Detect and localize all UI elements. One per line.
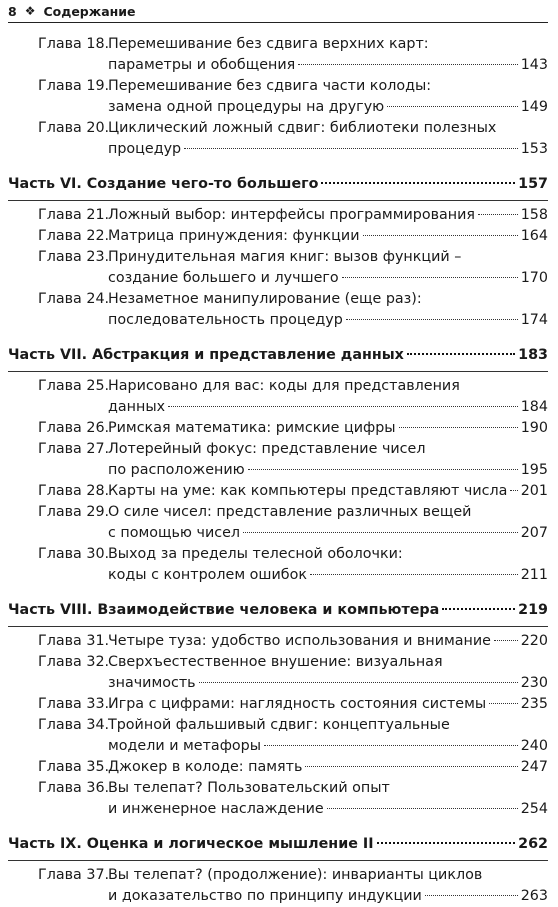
chapter-label: Глава 26.: [38, 420, 110, 436]
chapter-title-last-line: [108, 418, 548, 439]
dot-leader: [327, 808, 518, 809]
chapter-label: Глава 22.: [38, 228, 110, 244]
chapter-title-line: Тройной фальшивый сдвиг: концептуальные: [108, 717, 450, 733]
chapter-entry: [8, 418, 548, 439]
chapter-title-line: Римская математика: римские цифры: [108, 420, 396, 436]
page-number: 8: [8, 3, 17, 19]
chapter-label: Глава 23.: [38, 249, 110, 265]
header-rule: [8, 22, 548, 23]
chapter-title-line: О силе чисел: представление различных вещей: [108, 504, 472, 520]
chapter-title-line: процедур: [108, 141, 182, 157]
chapter-body: [108, 778, 548, 820]
chapter-title-last-line: [108, 736, 548, 757]
page-number: 195: [520, 462, 548, 478]
page-number: 170: [520, 270, 548, 286]
page-header: [8, 0, 548, 22]
table-of-contents: [8, 34, 548, 907]
chapter-body: [108, 631, 548, 652]
chapter-body: [108, 652, 548, 694]
chapter-title-line: и доказательство по принципу индукции: [108, 888, 422, 904]
dot-leader: [184, 148, 518, 149]
page-number: 190: [520, 420, 548, 436]
chapter-body: [108, 118, 548, 160]
chapter-label: Глава 37.: [38, 867, 110, 883]
chapter-entry: [8, 376, 548, 418]
chapter-title-line: Перемешивание без сдвига части колоды:: [108, 78, 432, 94]
page-number: 219: [518, 602, 548, 618]
page-number: 240: [520, 738, 548, 754]
page-number: 164: [520, 228, 548, 244]
chapter-label: Глава 25.: [38, 378, 110, 394]
chapter-entry: [8, 544, 548, 586]
chapter-title-line: Джокер в колоде: память: [108, 759, 303, 775]
chapter-body: [108, 544, 548, 586]
chapter-label: Глава 27.: [38, 441, 110, 457]
chapter-label: Глава 36.: [38, 780, 110, 796]
chapter-body: [108, 376, 548, 418]
chapter-label: Глава 24.: [38, 291, 110, 307]
dot-leader: [489, 703, 518, 704]
page-number: 174: [520, 312, 548, 328]
page-number: 201: [520, 483, 548, 499]
page-number: 183: [518, 347, 548, 363]
chapter-title-line: коды с контролем ошибок: [108, 567, 307, 583]
dot-leader: [264, 745, 518, 746]
chapter-entry: [8, 715, 548, 757]
page-number: 235: [520, 696, 548, 712]
chapter-label: Глава 31.: [38, 633, 110, 649]
page-number: 262: [518, 836, 548, 852]
chapter-entry: [8, 652, 548, 694]
chapter-title-last-line: [108, 673, 548, 694]
chapter-title-last-line: [108, 799, 548, 820]
chapter-title-line: по расположению: [108, 462, 245, 478]
chapter-title-line: Сверхъестественное внушение: визуальная: [108, 654, 443, 670]
page-number: 153: [520, 141, 548, 157]
chapter-title-line: и инженерное наслаждение: [108, 801, 324, 817]
part-rule: [8, 371, 548, 372]
chapter-title-last-line: [108, 481, 548, 502]
chapter-title-last-line: [108, 631, 548, 652]
chapter-title-line: Вы телепат? (продолжение): инварианты циклов: [108, 867, 483, 883]
chapter-title-line: создание большего и лучшего: [108, 270, 339, 286]
dot-leader: [407, 353, 515, 355]
chapter-entry: [8, 694, 548, 715]
chapter-label: Глава 18.: [38, 36, 110, 52]
page-number: 158: [520, 207, 548, 223]
part-rule: [8, 626, 548, 627]
page-number: 143: [520, 57, 548, 73]
chapter-body: [108, 34, 548, 76]
chapter-entry: [8, 226, 548, 247]
part-heading: [8, 345, 548, 365]
page-number: 149: [520, 99, 548, 115]
chapter-label: Глава 21.: [38, 207, 110, 223]
chapter-entry: [8, 865, 548, 907]
chapter-title-last-line: [108, 694, 548, 715]
part-heading: [8, 834, 548, 854]
chapter-title-line: Незаметное манипулирование (еще раз):: [108, 291, 422, 307]
chapter-body: [108, 76, 548, 118]
chapter-title-line: Четыре туза: удобство использования и внимание: [108, 633, 491, 649]
chapter-title-line: Нарисовано для вас: коды для представления: [108, 378, 460, 394]
part-title: Часть VII. Абстракция и представление данных: [8, 347, 404, 363]
dot-leader: [298, 64, 517, 65]
dot-leader: [478, 214, 518, 215]
chapter-title-last-line: [108, 310, 548, 331]
chapter-title-last-line: [108, 757, 548, 778]
page-number: 263: [520, 888, 548, 904]
part-rule: [8, 200, 548, 201]
page-number: 207: [520, 525, 548, 541]
chapter-title-line: Ложный выбор: интерфейсы программирования: [108, 207, 476, 223]
dot-leader: [168, 406, 518, 407]
chapter-title-line: модели и метафоры: [108, 738, 262, 754]
chapter-title-last-line: [108, 226, 548, 247]
chapter-body: [108, 694, 548, 715]
dot-leader: [346, 319, 518, 320]
dot-leader: [305, 766, 517, 767]
chapter-label: Глава 29.: [38, 504, 110, 520]
chapter-body: [108, 418, 548, 439]
dot-leader: [363, 235, 518, 236]
page-number: 211: [520, 567, 548, 583]
chapter-label: Глава 35.: [38, 759, 110, 775]
chapter-body: [108, 226, 548, 247]
dot-leader: [399, 427, 518, 428]
chapter-label: Глава 20.: [38, 120, 110, 136]
chapter-label: Глава 30.: [38, 546, 110, 562]
chapter-title-line: параметры и обобщения: [108, 57, 296, 73]
chapter-label: Глава 19.: [38, 78, 110, 94]
chapter-title-line: последовательность процедур: [108, 312, 343, 328]
chapter-body: [108, 865, 548, 907]
chapter-body: [108, 481, 548, 502]
chapter-title-line: Вы телепат? Пользовательский опыт: [108, 780, 390, 796]
chapter-title-line: Циклический ложный сдвиг: библиотеки полезных: [108, 120, 497, 136]
dot-leader: [425, 895, 518, 896]
chapter-label: Глава 32.: [38, 654, 110, 670]
page-number: 220: [520, 633, 548, 649]
part-heading: [8, 174, 548, 194]
chapter-entry: [8, 502, 548, 544]
chapter-title-line: с помощью чисел: [108, 525, 241, 541]
chapter-label: Глава 28.: [38, 483, 110, 499]
chapter-entry: [8, 76, 548, 118]
chapter-title-line: данных: [108, 399, 166, 415]
chapter-entry: [8, 34, 548, 76]
page-number: 230: [520, 675, 548, 691]
chapter-title-last-line: [108, 460, 548, 481]
part-rule: [8, 860, 548, 861]
chapter-body: [108, 715, 548, 757]
page-number: 184: [520, 399, 548, 415]
chapter-title-line: Карты на уме: как компьютеры представляют числа: [108, 483, 508, 499]
chapter-body: [108, 757, 548, 778]
dot-leader: [321, 182, 515, 184]
dot-leader: [387, 106, 518, 107]
chapter-title-line: значимость: [108, 675, 196, 691]
chapter-title-last-line: [108, 268, 548, 289]
dot-leader: [510, 490, 517, 491]
chapter-title-line: Игра с цифрами: наглядность состояния системы: [108, 696, 487, 712]
part-title: Часть IX. Оценка и логическое мышление II: [8, 836, 374, 852]
part-title: Часть VI. Создание чего-то большего: [8, 176, 319, 192]
chapter-title-last-line: [108, 97, 548, 118]
dot-leader: [442, 608, 515, 610]
chapter-body: [108, 289, 548, 331]
chapter-body: [108, 439, 548, 481]
chapter-title-last-line: [108, 886, 548, 907]
chapter-title-line: Матрица принуждения: функции: [108, 228, 360, 244]
chapter-title-last-line: [108, 397, 548, 418]
chapter-title-line: Лотерейный фокус: представление чисел: [108, 441, 426, 457]
chapter-entry: [8, 778, 548, 820]
dot-leader: [310, 574, 518, 575]
chapter-label: Глава 34.: [38, 717, 110, 733]
chapter-body: [108, 205, 548, 226]
dot-leader: [248, 469, 518, 470]
chapter-entry: [8, 631, 548, 652]
chapter-title-line: Перемешивание без сдвига верхних карт:: [108, 36, 429, 52]
chapter-entry: [8, 757, 548, 778]
chapter-entry: [8, 481, 548, 502]
chapter-title-last-line: [108, 139, 548, 160]
running-title: Содержание: [43, 3, 136, 19]
part-title: Часть VIII. Взаимодействие человека и компьютера: [8, 602, 440, 618]
chapter-body: [108, 247, 548, 289]
page-number: 157: [518, 176, 548, 192]
page-number: 254: [520, 801, 548, 817]
dot-leader: [377, 842, 516, 844]
chapter-title-last-line: [108, 523, 548, 544]
dot-leader: [494, 640, 518, 641]
chapter-body: [108, 502, 548, 544]
chapter-title-last-line: [108, 205, 548, 226]
dot-leader: [342, 277, 518, 278]
chapter-entry: [8, 118, 548, 160]
chapter-title-line: замена одной процедуры на другую: [108, 99, 385, 115]
dot-leader: [243, 532, 518, 533]
chapter-entry: [8, 205, 548, 226]
chapter-label: Глава 33.: [38, 696, 110, 712]
diamond-separator-icon: ❖: [24, 4, 36, 18]
part-heading: [8, 600, 548, 620]
chapter-entry: [8, 289, 548, 331]
dot-leader: [199, 682, 518, 683]
chapter-title-line: Принудительная магия книг: вызов функций –: [108, 249, 462, 265]
chapter-title-line: Выход за пределы телесной оболочки:: [108, 546, 403, 562]
chapter-entry: [8, 439, 548, 481]
page-number: 247: [520, 759, 548, 775]
chapter-entry: [8, 247, 548, 289]
chapter-title-last-line: [108, 565, 548, 586]
chapter-title-last-line: [108, 55, 548, 76]
